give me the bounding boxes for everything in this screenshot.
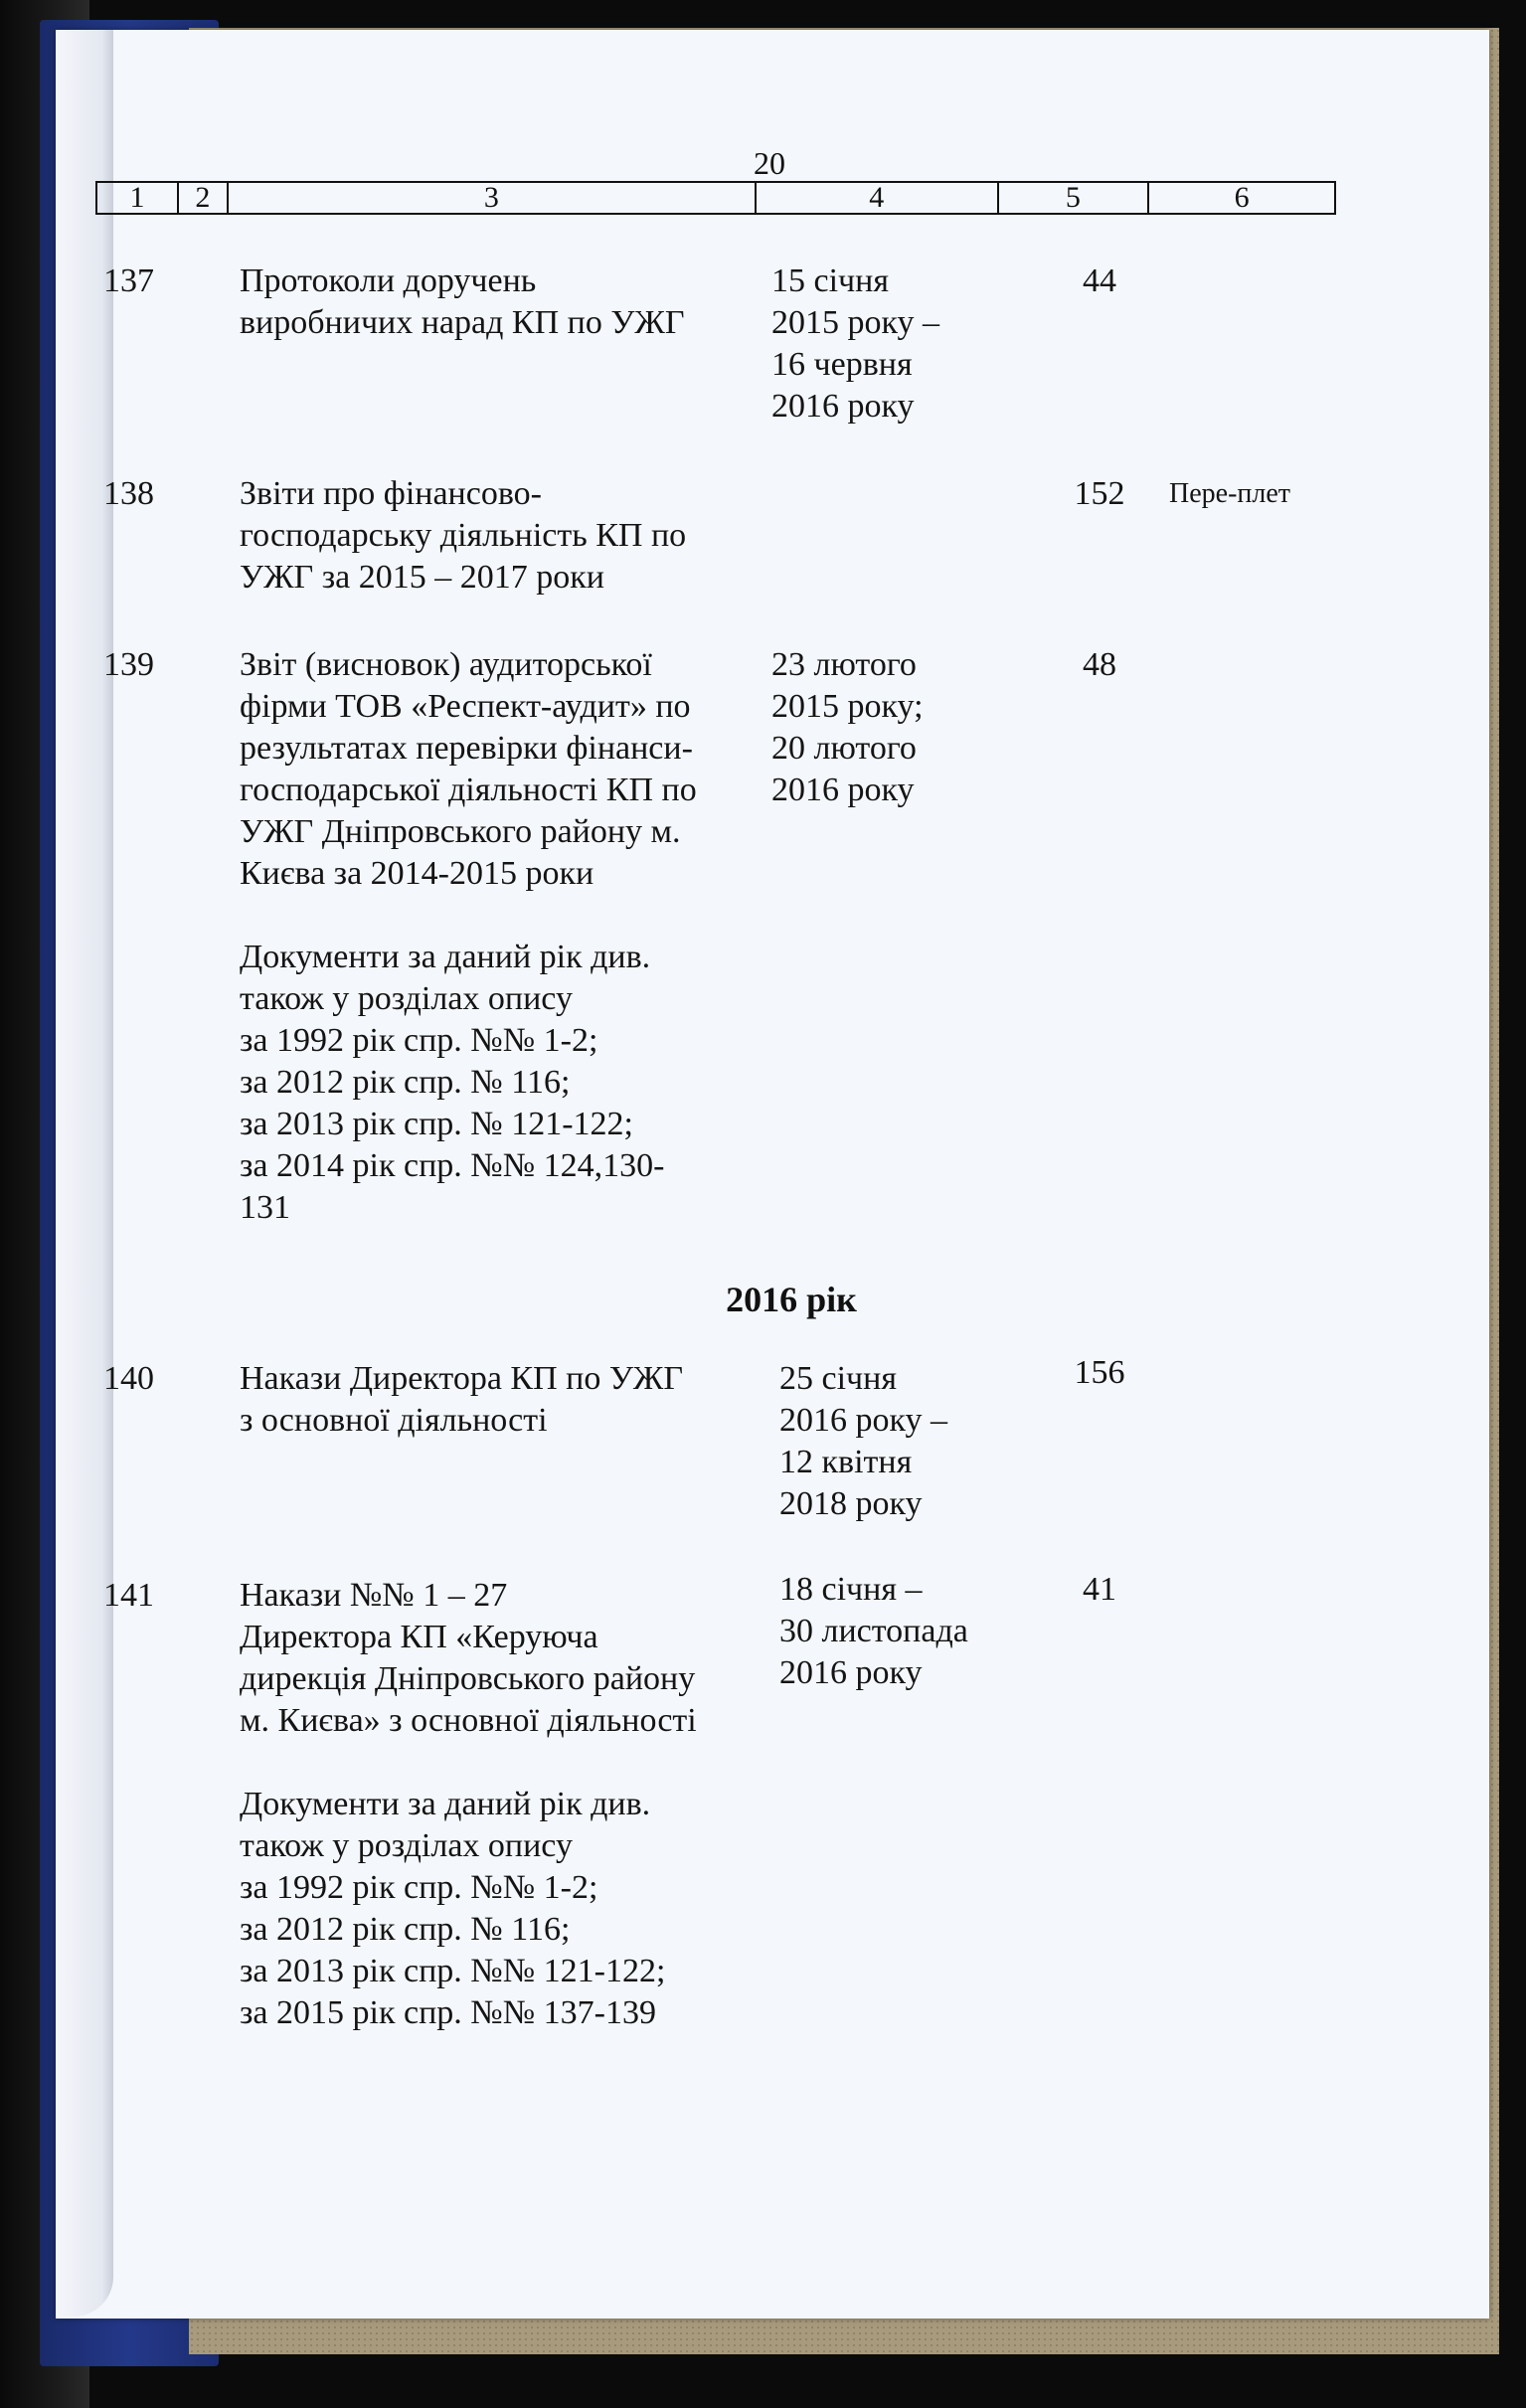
previous-page-edge xyxy=(56,30,113,2317)
entry-sheet-count: 48 xyxy=(1083,646,1116,683)
entry-number: 141 xyxy=(103,1577,154,1614)
entry-title: Протоколи доручень виробничих нарад КП по УЖГ xyxy=(240,262,685,341)
entry-sheet-count: 44 xyxy=(1083,262,1116,299)
entry-sheet-count: 156 xyxy=(1074,1354,1125,1391)
entry-sheet-count: 41 xyxy=(1083,1571,1116,1608)
entry-note: Пере-плет xyxy=(1169,478,1291,509)
column-header-5: 5 xyxy=(999,183,1150,213)
entry-dates: 25 січня 2016 року – 12 квітня 2018 року xyxy=(779,1360,948,1522)
column-header-6: 6 xyxy=(1234,181,1250,214)
page-number: 20 xyxy=(754,145,785,181)
entry-title: Звіти про фінансово- господарську діяльність КП по УЖГ за 2015 – 2017 роки xyxy=(240,475,687,596)
column-header-4: 4 xyxy=(757,183,999,213)
column-header-row xyxy=(95,181,1336,215)
archive-page xyxy=(56,30,1489,2319)
entry-dates: 18 січня – 30 листопада 2016 року xyxy=(779,1571,968,1691)
column-header-2: 2 xyxy=(179,183,229,213)
entry-sheet-count: 152 xyxy=(1074,475,1125,512)
entry-number: 137 xyxy=(103,262,154,299)
entry-number: 140 xyxy=(103,1360,154,1397)
year-heading: 2016 рік xyxy=(726,1280,857,1319)
entry-title: Накази №№ 1 – 27 Директора КП «Керуюча дирекція Дніпровського району м. Києва» з основної діяльності Документи за даний рік див. також у розділах опису за 1992 рік спр. №№ 1-2; за 2012 рік спр. № 116; за 2013 рік спр. №№ 121-122; за 2015 рік спр. №№ 137-139 xyxy=(240,1577,697,2031)
column-header-1: 1 xyxy=(97,183,179,213)
entry-dates: 23 лютого 2015 року; 20 лютого 2016 року xyxy=(771,646,924,808)
entry-number: 138 xyxy=(103,475,154,512)
entry-title: Звіт (висновок) аудиторської фірми ТОВ «Респект-аудит» по результатах перевірки фінанси- господарської діяльності КП по УЖГ Дніпровського району м. Києва за 2014-2015 роки Документи за даний рік див. також у розділах опису за 1992 рік спр. №№ 1-2; за 2012 рік спр. № 116; за 2013 рік спр. № 121-122; за 2014 рік спр. №№ 124,130- 131 xyxy=(240,646,697,1226)
entry-dates: 15 січня 2015 року – 16 червня 2016 року xyxy=(771,262,940,425)
column-header-3: 3 xyxy=(229,183,757,213)
entry-title: Накази Директора КП по УЖГ з основної діяльності xyxy=(240,1360,684,1439)
entry-number: 139 xyxy=(103,646,154,683)
